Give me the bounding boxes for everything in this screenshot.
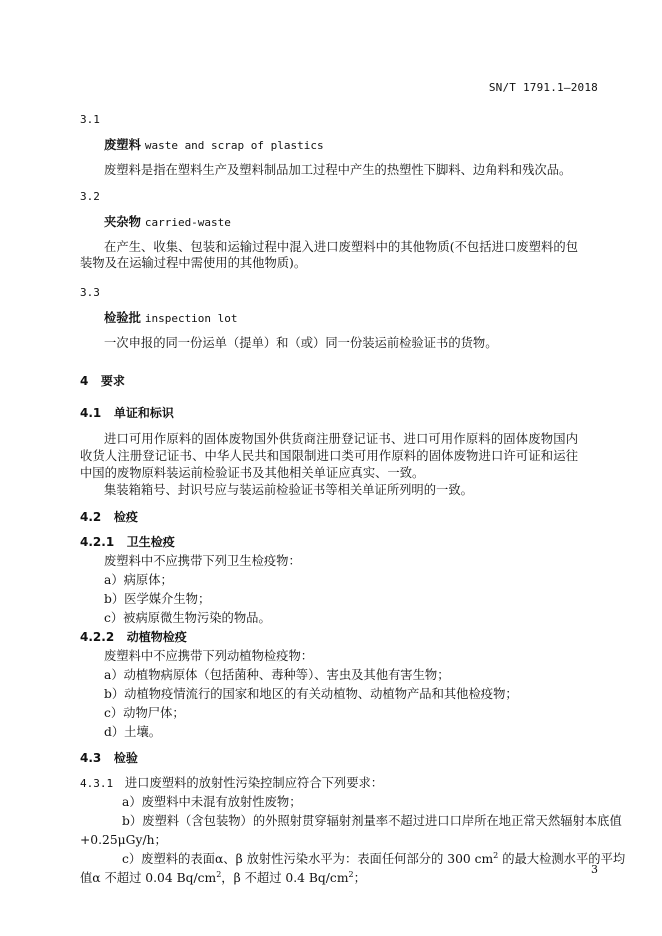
text-run: ； (353, 871, 366, 885)
term-heading (104, 310, 238, 327)
section-title: 单证和标识 (113, 406, 174, 420)
paragraph: 进口可用作原料的固体废物国外供货商注册登记证书、进口可用作原料的固体废物国内收货人注册登记证书、中华人民共和国限制进口类可用作原料的固体废物进口许可证和运往中国的废物原料装运前检验证书及其他相关单证应真实、一致。 (80, 432, 578, 480)
section-number: 4.3.1 (80, 777, 114, 790)
term-cn: 废塑料 (104, 138, 141, 152)
section-heading (80, 509, 138, 525)
text-run: 的最大检测水平的平均 (502, 852, 626, 866)
subsection-heading (80, 534, 175, 550)
list-item: c）被病原微生物污染的物品。 (104, 611, 271, 625)
text-run: 值α 不超过 0.04 Bq/cm (80, 871, 217, 885)
section-title: 动植物检疫 (126, 630, 187, 644)
page-number: 3 (591, 863, 598, 876)
section-heading (80, 405, 174, 421)
section-heading (80, 750, 138, 766)
subsection-heading (80, 629, 187, 645)
term-definition: 废塑料是指在塑料生产及塑料制品加工过程中产生的热塑性下脚料、边角料和残次品。 (104, 163, 572, 177)
text-run: ，β 不超过 0.4 Bq/cm (221, 871, 349, 885)
term-en: carried-waste (144, 216, 231, 229)
term-en: waste and scrap of plastics (144, 139, 324, 152)
list-item: a）动植物病原体（包括菌种、毒种等）、害虫及其他有害生物； (104, 668, 450, 682)
list-item: a）病原体； (104, 573, 173, 587)
term-number: 3.3 (80, 286, 100, 299)
section-heading (80, 373, 125, 389)
standard-number: SN/T 1791.1—2018 (488, 81, 598, 94)
list-item (122, 851, 625, 867)
list-item: c）动物尸体； (104, 706, 185, 720)
list-item: a）废塑料中未混有放射性废物； (122, 795, 302, 809)
section-number: 4.1 (80, 406, 102, 420)
term-heading (104, 137, 324, 154)
term-cn: 夹杂物 (104, 215, 141, 229)
subsection-line (80, 775, 383, 792)
paragraph: 集装箱箱号、封识号应与装运前检验证书等相关单证所列明的一致。 (104, 483, 473, 497)
section-title: 检疫 (113, 510, 138, 524)
list-item: b）医学媒介生物； (104, 592, 211, 606)
term-definition: 在产生、收集、包装和运输过程中混入进口废塑料中的其他物质(不包括进口废塑料的包装物及在运输过程中需使用的其他物质)。 (80, 240, 578, 270)
section-number: 4.3 (80, 751, 102, 765)
section-number: 4 (80, 374, 89, 388)
section-title: 要求 (100, 374, 125, 388)
superscript: 2 (216, 869, 222, 879)
section-title: 卫生检疫 (126, 535, 175, 549)
superscript: 2 (493, 850, 499, 860)
list-item: b）废塑料（含包装物）的外照射贯穿辐射剂量率不超过进口口岸所在地正常天然辐射本底值 (122, 814, 622, 828)
section-number: 4.2.2 (80, 630, 115, 644)
term-number: 3.2 (80, 190, 100, 203)
term-en: inspection lot (144, 312, 238, 325)
list-item-continuation (80, 870, 366, 886)
text-run: c）废塑料的表面α、β 放射性污染水平为：表面任何部分的 300 cm (122, 852, 494, 866)
term-cn: 检验批 (104, 311, 141, 325)
paragraph: 废塑料中不应携带下列动植物检疫物： (104, 649, 314, 663)
section-number: 4.2 (80, 510, 102, 524)
list-item: b）动植物疫情流行的国家和地区的有关动植物、动植物产品和其他检疫物； (104, 687, 518, 701)
list-item: d）土壤。 (104, 725, 162, 739)
term-number: 3.1 (80, 113, 100, 126)
paragraph: 进口废塑料的放射性污染控制应符合下列要求： (124, 776, 384, 790)
section-title: 检验 (113, 751, 138, 765)
paragraph: 废塑料中不应携带下列卫生检疫物： (104, 554, 301, 568)
term-heading (104, 214, 231, 231)
superscript: 2 (348, 869, 354, 879)
list-item-continuation: +0.25μGy/h； (80, 833, 167, 847)
section-number: 4.2.1 (80, 535, 115, 549)
term-definition: 一次申报的同一份运单（提单）和（或）同一份装运前检验证书的货物。 (104, 336, 498, 350)
